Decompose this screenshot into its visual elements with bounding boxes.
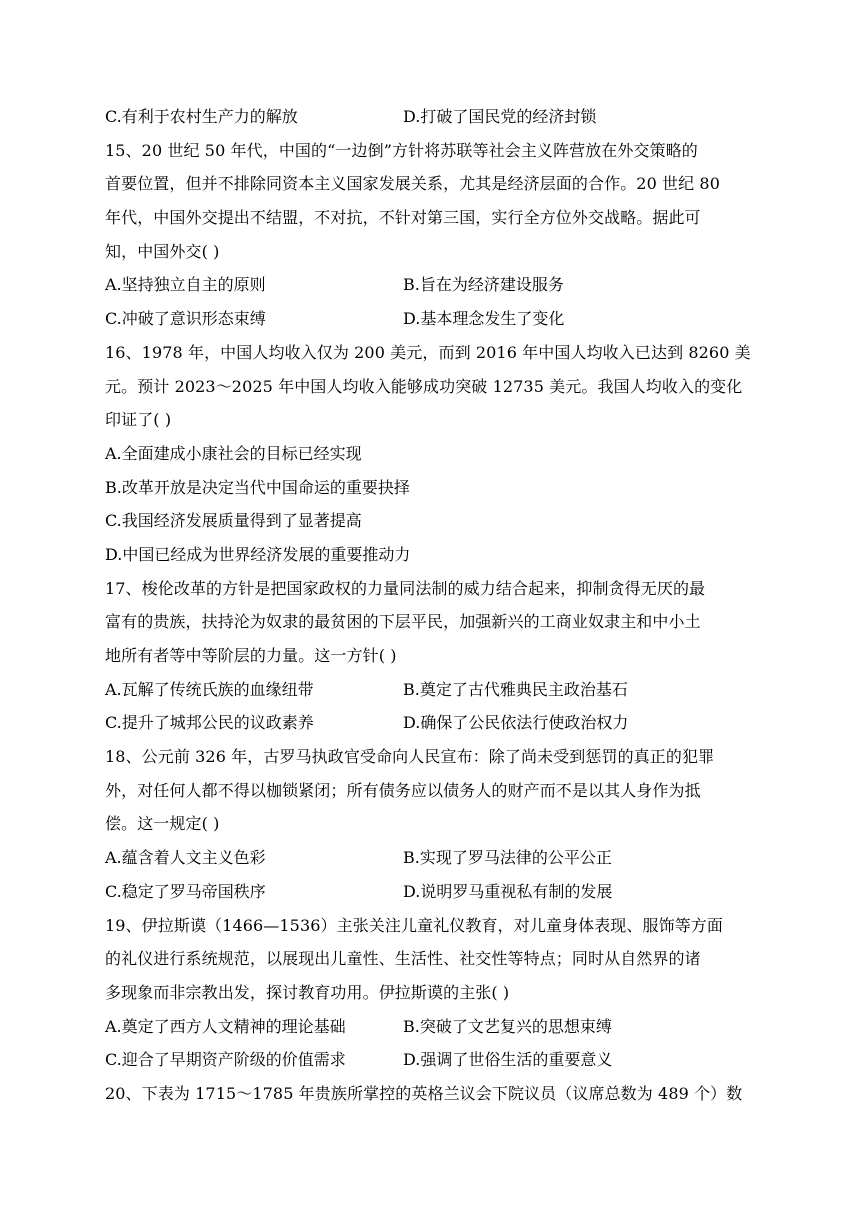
answer-option: B.旨在为经济建设服务 xyxy=(403,275,564,295)
question-stem-line: 年代，中国外交提出不结盟，不对抗，不针对第三国，实行全方位外交战略。据此可 xyxy=(105,208,701,228)
answer-option: C.有利于农村生产力的解放 xyxy=(105,107,298,126)
question-block xyxy=(105,1077,765,1111)
answer-option: B.实现了罗马法律的公平公正 xyxy=(403,848,612,868)
answer-option: D.打破了国民党的经济封锁 xyxy=(403,107,597,126)
question-block xyxy=(105,336,765,572)
answer-option: B.改革开放是决定当代中国命运的重要抉择 xyxy=(105,477,410,497)
exam-page xyxy=(105,100,765,1111)
question-block xyxy=(105,909,765,1077)
option-row xyxy=(105,100,765,134)
question-stem-line: 17、梭伦改革的方针是把国家政权的力量同法制的威力结合起来，抑制贪得无厌的最 xyxy=(105,578,706,598)
question-stem-line: 知，中国外交( ) xyxy=(105,241,220,261)
answer-option: C.提升了城邦公民的议政素养 xyxy=(105,713,314,733)
question-stem-line: 16、1978 年，中国人均收入仅为 200 美元，而到 2016 年中国人均收入已达到 8260 美 xyxy=(105,342,751,362)
question-stem-line: 18、公元前 326 年，古罗马执政官受命向人民宣布：除了尚未受到惩罚的真正的犯罪 xyxy=(105,747,715,767)
question-stem-line: 多现象而非宗教出发，探讨教育功用。伊拉斯谟的主张( ) xyxy=(105,982,510,1002)
question-stem-line: 20、下表为 1715～1785 年贵族所掌控的英格兰议会下院议员（议席总数为 489 个）数 xyxy=(105,1083,743,1103)
answer-option: D.中国已经成为世界经济发展的重要推动力 xyxy=(105,544,411,564)
question-block xyxy=(105,100,765,134)
option-row xyxy=(105,302,765,336)
question-block xyxy=(105,134,765,336)
option-row xyxy=(105,1043,765,1077)
question-stem-line: 首要位置，但并不排除同资本主义国家发展关系，尤其是经济层面的合作。20 世纪 80 xyxy=(105,174,720,194)
option-row xyxy=(105,1010,765,1044)
question-stem-line: 印证了( ) xyxy=(105,410,172,430)
option-row xyxy=(105,673,765,707)
answer-option: D.基本理念发生了变化 xyxy=(403,309,565,329)
question-stem-line: 15、20 世纪 50 年代，中国的“一边倒”方针将苏联等社会主义阵营放在外交策略的 xyxy=(105,140,698,160)
answer-option: A.全面建成小康社会的目标已经实现 xyxy=(105,443,362,463)
answer-option: C.迎合了早期资产阶级的价值需求 xyxy=(105,1050,346,1070)
answer-option: A.奠定了西方人文精神的理论基础 xyxy=(105,1016,346,1036)
question-stem-line: 富有的贵族，扶持沦为奴隶的最贫困的下层平民，加强新兴的工商业奴隶主和中小土 xyxy=(105,612,701,632)
option-row xyxy=(105,268,765,302)
option-row xyxy=(105,841,765,875)
option-row xyxy=(105,875,765,909)
question-block xyxy=(105,740,765,908)
answer-option: A.瓦解了传统氏族的血缘纽带 xyxy=(105,679,314,699)
answer-option: A.蕴含着人文主义色彩 xyxy=(105,848,266,868)
answer-option: C.稳定了罗马帝国秩序 xyxy=(105,881,266,901)
question-stem-line: 偿。这一规定( ) xyxy=(105,814,220,834)
answer-option: B.奠定了古代雅典民主政治基石 xyxy=(403,679,628,699)
answer-option: C.冲破了意识形态束缚 xyxy=(105,309,266,329)
question-stem-line: 的礼仪进行系统规范，以展现出儿童性、生活性、社交性等特点；同时从自然界的诸 xyxy=(105,949,701,969)
answer-option: D.确保了公民依法行使政治权力 xyxy=(403,713,629,733)
question-block xyxy=(105,572,765,740)
answer-option: A.坚持独立自主的原则 xyxy=(105,275,266,295)
question-stem-line: 元。预计 2023～2025 年中国人均收入能够成功突破 12735 美元。我国人均收入的变化 xyxy=(105,376,743,396)
answer-option: C.我国经济发展质量得到了显著提高 xyxy=(105,511,362,531)
answer-option: D.说明罗马重视私有制的发展 xyxy=(403,881,613,901)
answer-option: B.突破了文艺复兴的思想束缚 xyxy=(403,1016,612,1036)
question-stem-line: 外，对任何人都不得以枷锁紧闭；所有债务应以债务人的财产而不是以其人身作为抵 xyxy=(105,780,701,800)
option-row xyxy=(105,706,765,740)
question-stem-line: 地所有者等中等阶层的力量。这一方针( ) xyxy=(105,646,397,665)
answer-option: D.强调了世俗生活的重要意义 xyxy=(403,1050,613,1070)
question-stem-line: 19、伊拉斯谟（1466—1536）主张关注儿童礼仪教育，对儿童身体表现、服饰等方面 xyxy=(105,915,723,935)
